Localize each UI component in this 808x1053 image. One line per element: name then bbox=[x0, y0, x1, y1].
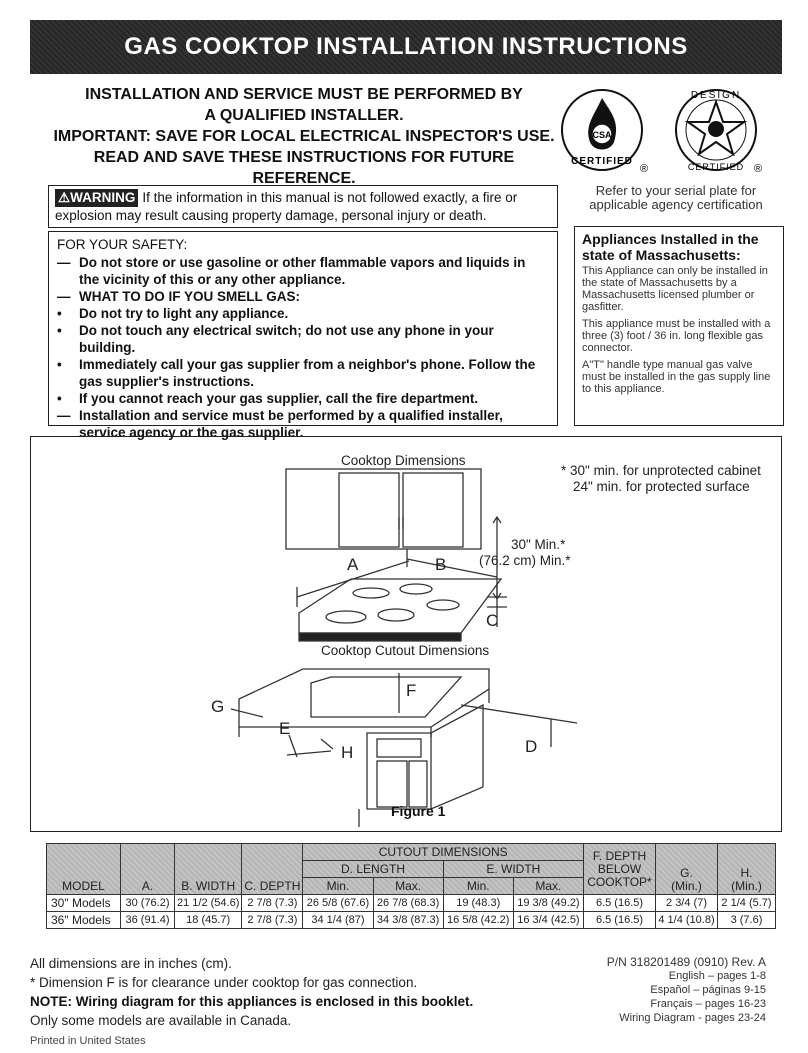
header-g bbox=[656, 844, 718, 895]
label-a: A bbox=[347, 555, 359, 574]
safety-title: FOR YOUR SAFETY: bbox=[57, 237, 188, 252]
cell-model: 36" Models bbox=[47, 912, 121, 929]
header-line-3: IMPORTANT: SAVE FOR LOCAL ELECTRICAL INSPECTOR'S USE. bbox=[53, 128, 555, 145]
label-d: D bbox=[525, 737, 538, 756]
header-e: E. WIDTH bbox=[443, 861, 583, 878]
dimensions-table bbox=[46, 843, 776, 929]
part-number: P/N 318201489 (0910) Rev. A bbox=[606, 955, 766, 969]
cell: 4 1/4 (10.8) bbox=[656, 912, 718, 929]
item-mark: • bbox=[57, 357, 62, 372]
clearance-note-1: * 30" min. for unprotected cabinet bbox=[561, 463, 761, 478]
header-g-line-2: (Min.) bbox=[671, 879, 702, 893]
figure-caption: Figure 1 bbox=[391, 803, 446, 819]
header-line-4: READ AND SAVE THESE INSTRUCTIONS FOR FUTURE REFERENCE. bbox=[93, 149, 515, 187]
header-b: B. WIDTH bbox=[175, 844, 242, 895]
header-f-line-2: BELOW bbox=[597, 861, 642, 876]
serial-note-line-1: Refer to your serial plate for bbox=[595, 183, 757, 198]
clearance-notes bbox=[561, 463, 761, 495]
design-certified-logo bbox=[670, 82, 770, 182]
warning-text: If the information in this manual is not followed exactly, a fire or explosion may result causing property damage, personal injury or death. bbox=[55, 190, 518, 223]
reg-mark-1: ® bbox=[640, 163, 649, 175]
item-mark: • bbox=[57, 323, 62, 338]
header-cutout: CUTOUT DIMENSIONS bbox=[303, 844, 584, 861]
cell: 21 1/2 (54.6) bbox=[175, 895, 242, 912]
header-h bbox=[718, 844, 776, 895]
design-text: DESIGN bbox=[690, 90, 742, 101]
cell: 34 1/4 (87) bbox=[303, 912, 373, 929]
cell: 3 (7.6) bbox=[718, 912, 776, 929]
item-mark: • bbox=[57, 306, 62, 321]
figure-box bbox=[30, 436, 782, 832]
header-e-max: Max. bbox=[513, 878, 583, 895]
header-c: C. DEPTH bbox=[242, 844, 303, 895]
massachusetts-para-3: A"T" handle type manual gas valve must be installed in the gas supply line to this appliance. bbox=[582, 359, 771, 395]
header-h-line-2: (Min.) bbox=[731, 879, 762, 893]
table-header-row bbox=[47, 844, 776, 861]
item-mark: — bbox=[57, 255, 71, 270]
cell: 6.5 (16.5) bbox=[584, 895, 656, 912]
cell: 2 7/8 (7.3) bbox=[242, 912, 303, 929]
item-text: If you cannot reach your gas supplier, call the fire department. bbox=[79, 391, 479, 406]
footer-line-2: * Dimension F is for clearance under cooktop for gas connection. bbox=[30, 975, 418, 990]
header-line-1: INSTALLATION AND SERVICE MUST BE PERFORMED BY bbox=[85, 86, 523, 103]
label-g: G bbox=[211, 697, 225, 716]
label-f: F bbox=[406, 681, 417, 700]
reg-mark-2: ® bbox=[754, 163, 763, 175]
certified-text-2: CERTIFIED bbox=[687, 162, 745, 172]
header-g-line-1: G. bbox=[680, 866, 693, 880]
cell: 34 3/8 (87.3) bbox=[373, 912, 443, 929]
cell-model: 30" Models bbox=[47, 895, 121, 912]
massachusetts-title: Appliances Installed in the state of Massachusetts: bbox=[582, 231, 759, 263]
safety-item bbox=[57, 390, 549, 407]
cell: 16 5/8 (42.2) bbox=[443, 912, 513, 929]
header-h-line-1: H. bbox=[740, 866, 753, 880]
cell: 2 1/4 (5.7) bbox=[718, 895, 776, 912]
serial-note-line-2: applicable agency certification bbox=[589, 197, 763, 212]
warning-tag: ⚠WARNING bbox=[55, 189, 138, 207]
label-e: E bbox=[279, 719, 291, 738]
footer-line-1: All dimensions are in inches (cm). bbox=[30, 956, 232, 971]
label-c: C bbox=[486, 611, 499, 630]
item-text: Do not store or use gasoline or other flammable vapors and liquids in the vicinity of this or any other appliance. bbox=[79, 255, 526, 287]
item-text: Do not try to light any appliance. bbox=[79, 306, 289, 321]
footer-line-4: Only some models are available in Canada. bbox=[30, 1013, 292, 1028]
min-clearance-cm: (76.2 cm) Min.* bbox=[479, 553, 571, 568]
cell: 2 3/4 (7) bbox=[656, 895, 718, 912]
header-f-line-3: COOKTOP* bbox=[587, 874, 652, 889]
cutout-dimensions-title: Cooktop Cutout Dimensions bbox=[321, 643, 490, 658]
part-number-block bbox=[570, 955, 766, 1025]
title-text: GAS COOKTOP INSTALLATION INSTRUCTIONS bbox=[124, 33, 688, 60]
massachusetts-box bbox=[574, 226, 784, 426]
csa-certified-logo bbox=[554, 84, 654, 184]
cell: 30 (76.2) bbox=[121, 895, 175, 912]
cell: 19 (48.3) bbox=[443, 895, 513, 912]
massachusetts-para-1: This Appliance can only be installed in the state of Massachusetts by a Massachusetts licensed plumber or gasfitter. bbox=[582, 265, 768, 313]
header-f bbox=[584, 844, 656, 895]
massachusetts-para-2: This appliance must be installed with a three (3) foot / 36 in. long flexible gas connector. bbox=[582, 318, 771, 354]
header-d-min: Min. bbox=[303, 878, 373, 895]
header-model: MODEL bbox=[47, 844, 121, 895]
table-row bbox=[47, 895, 776, 912]
cell: 26 7/8 (68.3) bbox=[373, 895, 443, 912]
safety-item bbox=[57, 305, 549, 322]
certified-text: CERTIFIED bbox=[571, 156, 633, 167]
cell: 19 3/8 (49.2) bbox=[513, 895, 583, 912]
pages-french: Français – pages 16-23 bbox=[650, 998, 766, 1010]
csa-text: CSA bbox=[592, 130, 612, 140]
pages-english: English – pages 1-8 bbox=[668, 970, 766, 982]
label-b: B bbox=[435, 555, 447, 574]
header-e-min: Min. bbox=[443, 878, 513, 895]
min-clearance-in: 30" Min.* bbox=[511, 537, 566, 552]
cell: 16 3/4 (42.5) bbox=[513, 912, 583, 929]
item-text: Immediately call your gas supplier from a neighbor's phone. Follow the gas supplier's instructions. bbox=[79, 357, 536, 389]
label-h: H bbox=[341, 743, 354, 762]
certification-logos bbox=[548, 80, 788, 180]
item-text: Installation and service must be performed by a qualified installer, service agency or the gas supplier. bbox=[79, 408, 503, 440]
cell: 18 (45.7) bbox=[175, 912, 242, 929]
safety-item bbox=[57, 356, 549, 390]
table-row bbox=[47, 912, 776, 929]
header-f-line-1: F. DEPTH bbox=[592, 848, 647, 863]
clearance-note-2: 24" min. for protected surface bbox=[573, 479, 750, 494]
cooktop-dimensions-title: Cooktop Dimensions bbox=[341, 453, 466, 468]
header-d: D. LENGTH bbox=[303, 861, 443, 878]
cooktop-drawing bbox=[31, 437, 783, 833]
item-text: WHAT TO DO IF YOU SMELL GAS: bbox=[79, 289, 301, 304]
safety-item bbox=[57, 322, 549, 356]
warning-box bbox=[48, 185, 558, 228]
cell: 26 5/8 (67.6) bbox=[303, 895, 373, 912]
item-mark: — bbox=[57, 289, 71, 304]
safety-box bbox=[48, 231, 558, 440]
footer-notes bbox=[30, 954, 490, 1051]
cell: 2 7/8 (7.3) bbox=[242, 895, 303, 912]
header-d-max: Max. bbox=[373, 878, 443, 895]
safety-item bbox=[57, 288, 549, 305]
item-mark: — bbox=[57, 408, 71, 423]
footer-line-3: NOTE: Wiring diagram for this appliances is enclosed in this booklet. bbox=[30, 994, 474, 1009]
serial-plate-note bbox=[570, 184, 782, 212]
header-a: A. bbox=[121, 844, 175, 895]
pages-wiring: Wiring Diagram - pages 23-24 bbox=[619, 1012, 766, 1024]
header-notice bbox=[48, 84, 560, 189]
header-line-2: A QUALIFIED INSTALLER. bbox=[204, 107, 404, 124]
cell: 6.5 (16.5) bbox=[584, 912, 656, 929]
item-mark: • bbox=[57, 391, 62, 406]
item-text: Do not touch any electrical switch; do not use any phone in your building. bbox=[79, 323, 494, 355]
pages-spanish: Español – páginas 9-15 bbox=[650, 984, 766, 996]
footer-line-5: Printed in United States bbox=[30, 1035, 146, 1047]
safety-item bbox=[57, 254, 549, 288]
title-banner bbox=[30, 20, 782, 74]
cell: 36 (91.4) bbox=[121, 912, 175, 929]
